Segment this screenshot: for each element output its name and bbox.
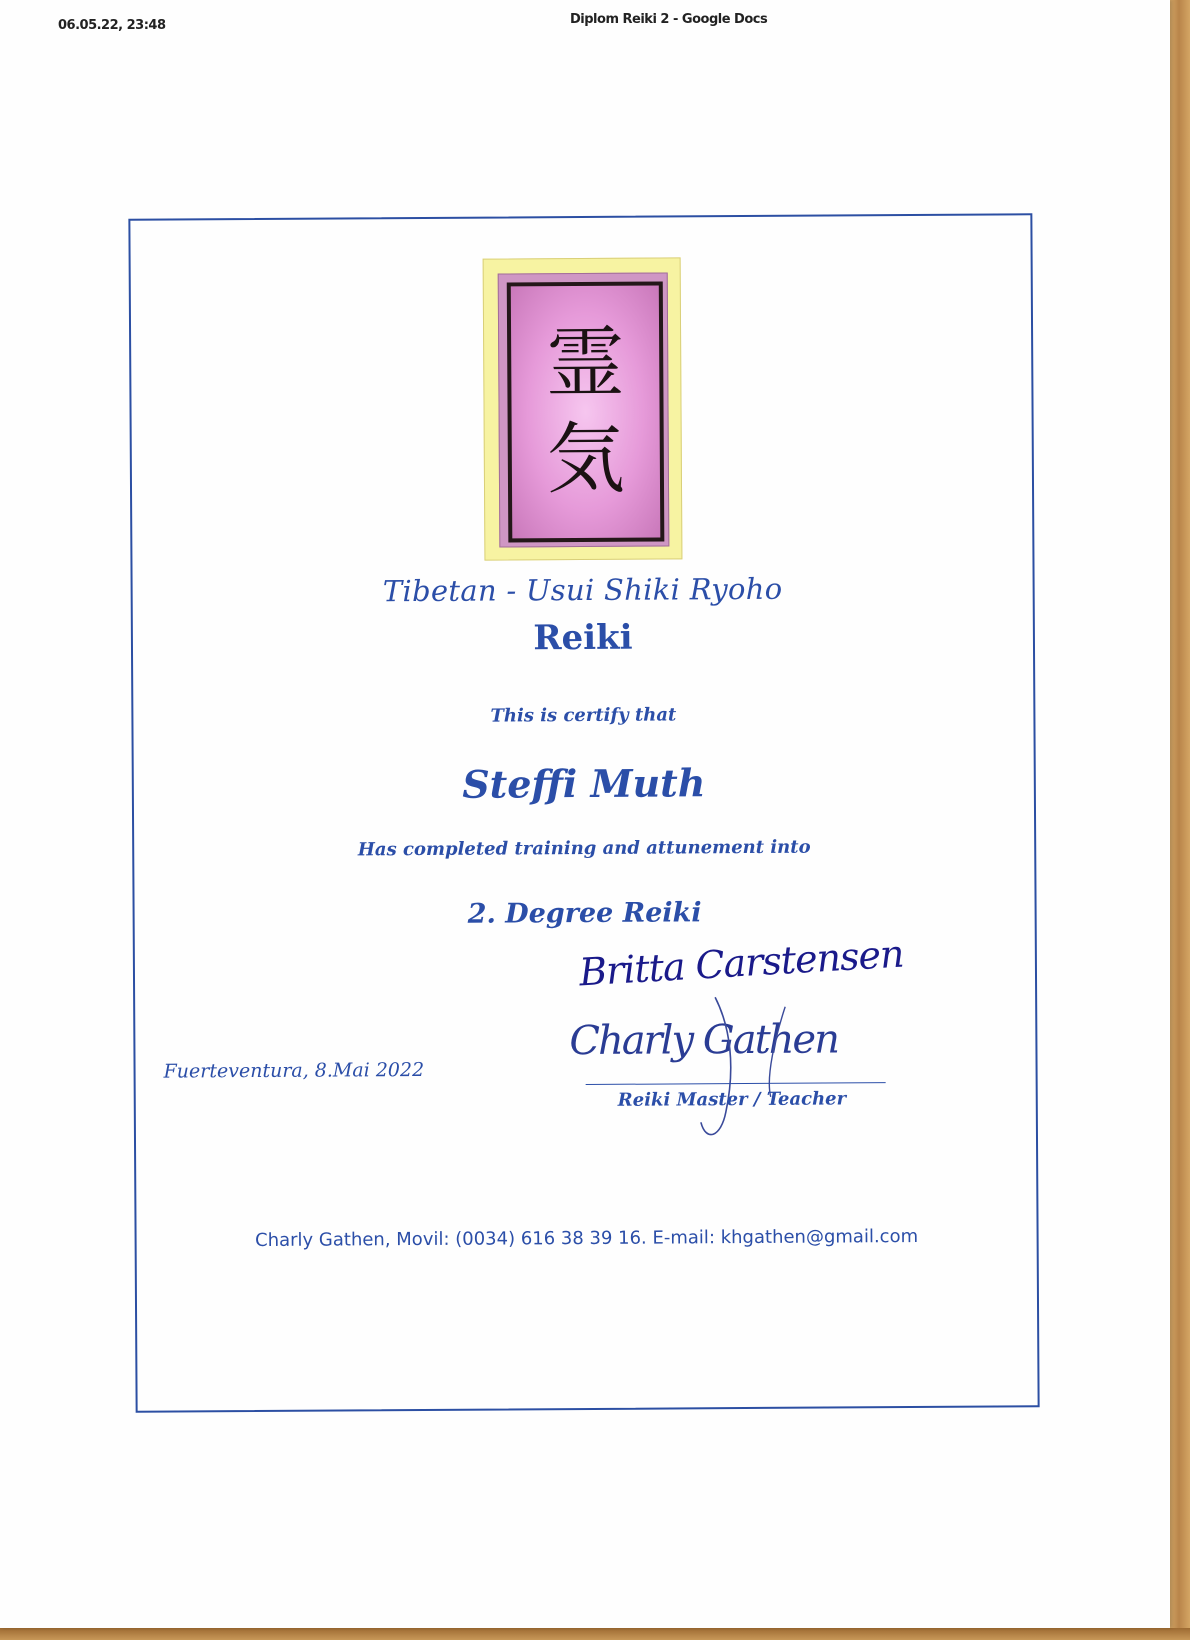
print-date-time: 06.05.22, 23:48	[58, 18, 166, 33]
teacher-caption: Reiki Master / Teacher	[617, 1088, 847, 1111]
certificate-title: Reiki	[533, 617, 633, 659]
certificate-frame	[128, 213, 1039, 1413]
certify-statement: This is certify that	[490, 704, 677, 727]
signature-britta: Britta Carstensen	[577, 931, 905, 995]
kanji-ki: 気	[546, 414, 626, 506]
kanji-rei: 霊	[545, 318, 625, 410]
reiki-emblem	[483, 257, 683, 560]
completion-statement: Has completed training and attunement into	[357, 836, 811, 861]
degree-title: 2. Degree Reiki	[467, 897, 702, 930]
wood-table-bottom	[0, 1628, 1190, 1640]
signature-block	[565, 931, 906, 1158]
recipient-name: Steffi Muth	[462, 760, 706, 807]
emblem-kanji-panel	[507, 282, 665, 543]
contact-information: Charly Gathen, Movil: (0034) 616 38 39 16. E-mail: khgathen@gmail.com	[255, 1225, 919, 1252]
print-document-title: Diplom Reiki 2 - Google Docs	[570, 12, 768, 27]
certificate-subtitle: Tibetan - Usui Shiki Ryoho	[382, 571, 783, 609]
wood-table-edge	[1168, 0, 1190, 1640]
emblem-pink-mat	[498, 272, 670, 547]
signature-charly: Charly Gathen	[569, 1016, 839, 1065]
place-and-date: Fuerteventura, 8.Mai 2022	[163, 1058, 425, 1083]
signature-pen-stroke	[565, 936, 906, 1158]
